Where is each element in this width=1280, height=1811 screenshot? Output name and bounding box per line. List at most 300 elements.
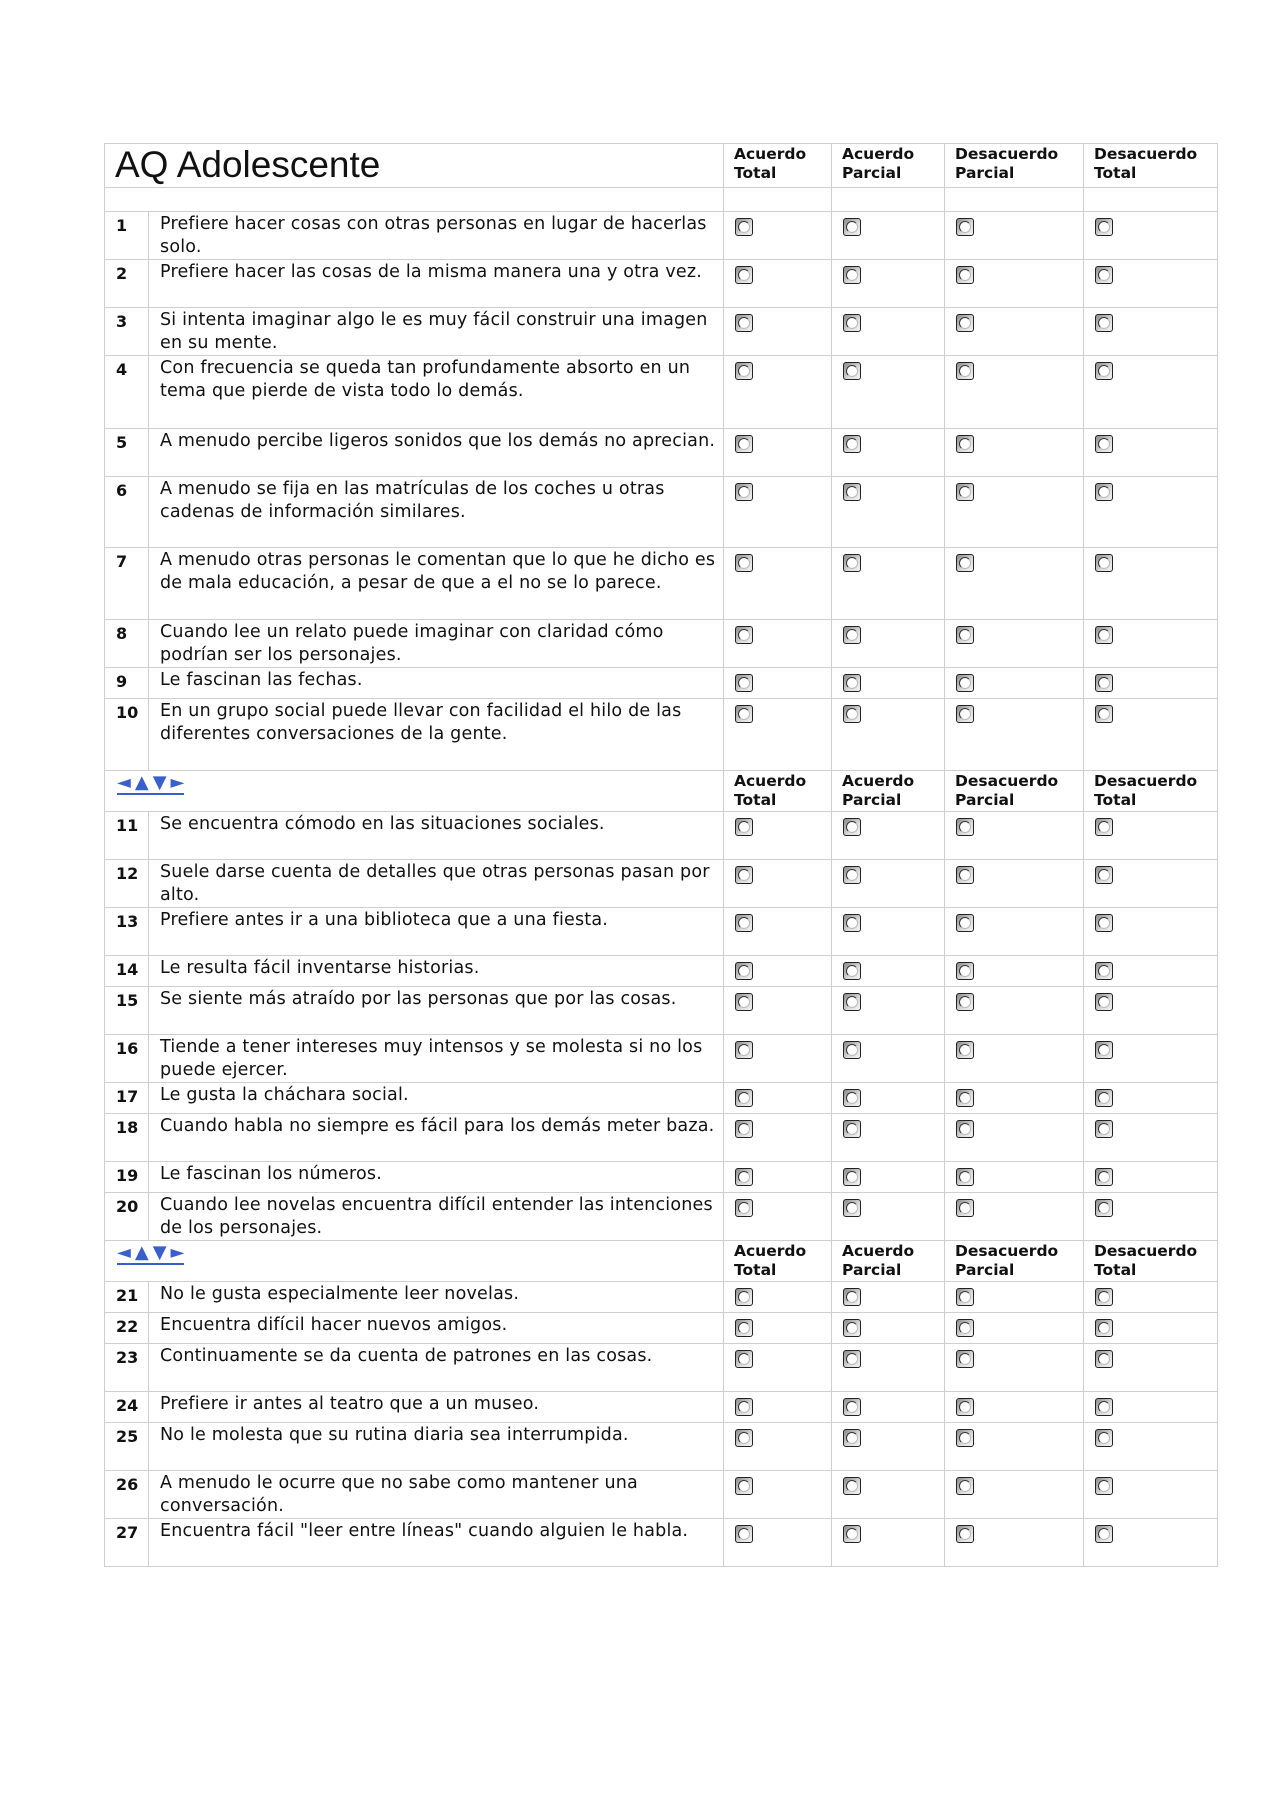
question-text: Tiende a tener intereses muy intensos y se molesta si no los puede ejercer. <box>149 1035 724 1083</box>
option-cell <box>832 1313 945 1344</box>
column-header <box>832 1241 945 1282</box>
radio-desacuerdo-parcial[interactable] <box>956 1288 974 1306</box>
radio-acuerdo-parcial[interactable] <box>843 1477 861 1495</box>
radio-acuerdo-total[interactable] <box>735 483 753 501</box>
question-text: A menudo le ocurre que no sabe como mantener una conversación. <box>149 1471 724 1519</box>
option-cell <box>945 477 1084 548</box>
question-text: En un grupo social puede llevar con facilidad el hilo de las diferentes conversaciones de la gente. <box>149 699 724 771</box>
radio-desacuerdo-total[interactable] <box>1095 818 1113 836</box>
option-cell <box>945 987 1084 1035</box>
question-row <box>105 1344 1218 1392</box>
option-cell <box>945 908 1084 956</box>
header-row <box>105 144 1218 188</box>
radio-desacuerdo-total[interactable] <box>1095 914 1113 932</box>
option-cell <box>832 1471 945 1519</box>
radio-desacuerdo-total[interactable] <box>1095 1477 1113 1495</box>
question-row <box>105 1519 1218 1567</box>
question-text: Le fascinan las fechas. <box>149 668 724 699</box>
radio-desacuerdo-parcial[interactable] <box>956 866 974 884</box>
nav-right-arrow-icon[interactable]: ► <box>170 772 185 793</box>
radio-acuerdo-parcial[interactable] <box>843 1041 861 1059</box>
column-header-line2: Parcial <box>955 791 1015 809</box>
radio-acuerdo-total[interactable] <box>735 674 753 692</box>
option-cell <box>945 260 1084 308</box>
question-text: A menudo se fija en las matrículas de los coches u otras cadenas de información similares. <box>149 477 724 548</box>
radio-acuerdo-parcial[interactable] <box>843 435 861 453</box>
option-cell <box>832 1423 945 1471</box>
column-header <box>724 144 832 188</box>
option-cell <box>724 860 832 908</box>
option-cell <box>945 429 1084 477</box>
option-cell <box>724 1313 832 1344</box>
question-row <box>105 1083 1218 1114</box>
radio-desacuerdo-total[interactable] <box>1095 554 1113 572</box>
question-number: 13 <box>105 908 149 956</box>
option-cell <box>724 699 832 771</box>
radio-desacuerdo-total[interactable] <box>1095 962 1113 980</box>
radio-acuerdo-parcial[interactable] <box>843 914 861 932</box>
radio-acuerdo-parcial[interactable] <box>843 1398 861 1416</box>
question-number: 15 <box>105 987 149 1035</box>
column-header <box>724 771 832 812</box>
radio-acuerdo-total[interactable] <box>735 705 753 723</box>
question-number: 23 <box>105 1344 149 1392</box>
radio-desacuerdo-parcial[interactable] <box>956 1525 974 1543</box>
option-cell <box>832 1344 945 1392</box>
option-cell <box>945 956 1084 987</box>
radio-desacuerdo-total[interactable] <box>1095 362 1113 380</box>
question-row <box>105 1471 1218 1519</box>
option-cell <box>945 1114 1084 1162</box>
radio-acuerdo-total[interactable] <box>735 266 753 284</box>
radio-desacuerdo-parcial[interactable] <box>956 1398 974 1416</box>
radio-acuerdo-total[interactable] <box>735 218 753 236</box>
option-cell <box>945 548 1084 620</box>
question-number: 22 <box>105 1313 149 1344</box>
radio-acuerdo-total[interactable] <box>735 1477 753 1495</box>
column-header <box>832 771 945 812</box>
radio-acuerdo-parcial[interactable] <box>843 866 861 884</box>
nav-right-arrow-icon[interactable]: ► <box>170 1242 185 1263</box>
radio-acuerdo-parcial[interactable] <box>843 554 861 572</box>
radio-acuerdo-parcial[interactable] <box>843 818 861 836</box>
radio-desacuerdo-total[interactable] <box>1095 1429 1113 1447</box>
option-cell <box>1084 699 1218 771</box>
spacer-row <box>105 188 1218 212</box>
option-cell <box>832 1392 945 1423</box>
option-cell <box>724 548 832 620</box>
radio-acuerdo-total[interactable] <box>735 914 753 932</box>
column-header-line1: Desacuerdo <box>955 772 1059 790</box>
question-text: Le resulta fácil inventarse historias. <box>149 956 724 987</box>
nav-header-row <box>105 771 1218 812</box>
radio-desacuerdo-parcial[interactable] <box>956 705 974 723</box>
option-cell <box>1084 1423 1218 1471</box>
radio-acuerdo-parcial[interactable] <box>843 1350 861 1368</box>
question-text: Prefiere hacer cosas con otras personas en lugar de hacerlas solo. <box>149 212 724 260</box>
option-cell <box>1084 908 1218 956</box>
option-cell <box>724 1282 832 1313</box>
question-row <box>105 699 1218 771</box>
radio-acuerdo-parcial[interactable] <box>843 626 861 644</box>
question-text: Cuando lee novelas encuentra difícil entender las intenciones de los personajes. <box>149 1193 724 1241</box>
question-number: 19 <box>105 1162 149 1193</box>
radio-acuerdo-parcial[interactable] <box>843 266 861 284</box>
option-cell <box>724 1344 832 1392</box>
column-header-line2: Total <box>734 791 777 809</box>
option-cell <box>724 1162 832 1193</box>
radio-acuerdo-total[interactable] <box>735 962 753 980</box>
radio-acuerdo-total[interactable] <box>735 626 753 644</box>
radio-desacuerdo-total[interactable] <box>1095 705 1113 723</box>
option-cell <box>1084 1114 1218 1162</box>
option-cell <box>832 860 945 908</box>
radio-desacuerdo-total[interactable] <box>1095 1350 1113 1368</box>
question-row <box>105 668 1218 699</box>
option-cell <box>1084 308 1218 356</box>
radio-acuerdo-total[interactable] <box>735 1199 753 1217</box>
radio-acuerdo-parcial[interactable] <box>843 483 861 501</box>
option-cell <box>945 1344 1084 1392</box>
option-cell <box>945 1519 1084 1567</box>
spacer-cell <box>724 188 832 212</box>
option-cell <box>724 356 832 429</box>
radio-desacuerdo-parcial[interactable] <box>956 266 974 284</box>
questionnaire-table <box>104 143 1218 1567</box>
radio-desacuerdo-parcial[interactable] <box>956 1041 974 1059</box>
option-cell <box>832 212 945 260</box>
column-header-line1: Acuerdo <box>842 145 915 163</box>
option-cell <box>945 1471 1084 1519</box>
question-row <box>105 477 1218 548</box>
option-cell <box>724 1392 832 1423</box>
option-cell <box>832 956 945 987</box>
radio-desacuerdo-total[interactable] <box>1095 435 1113 453</box>
radio-desacuerdo-parcial[interactable] <box>956 914 974 932</box>
option-cell <box>724 956 832 987</box>
question-number: 27 <box>105 1519 149 1567</box>
nav-down-arrow-icon[interactable]: ▼ <box>152 1242 167 1263</box>
column-header-line2: Parcial <box>955 164 1015 182</box>
radio-acuerdo-parcial[interactable] <box>843 362 861 380</box>
question-text: Prefiere hacer las cosas de la misma manera una y otra vez. <box>149 260 724 308</box>
option-cell <box>724 1519 832 1567</box>
option-cell <box>1084 1035 1218 1083</box>
column-header <box>945 771 1084 812</box>
question-text: Se encuentra cómodo en las situaciones sociales. <box>149 812 724 860</box>
question-text: Prefiere ir antes al teatro que a un museo. <box>149 1392 724 1423</box>
radio-acuerdo-parcial[interactable] <box>843 218 861 236</box>
nav-left-arrow-icon[interactable]: ◄ <box>117 772 131 793</box>
question-number: 4 <box>105 356 149 429</box>
option-cell <box>1084 548 1218 620</box>
column-header-line1: Acuerdo <box>842 772 915 790</box>
option-cell <box>1084 956 1218 987</box>
radio-acuerdo-total[interactable] <box>735 866 753 884</box>
radio-desacuerdo-total[interactable] <box>1095 1089 1113 1107</box>
radio-acuerdo-total[interactable] <box>735 1319 753 1337</box>
radio-acuerdo-parcial[interactable] <box>843 1319 861 1337</box>
option-cell <box>832 1083 945 1114</box>
option-cell <box>724 668 832 699</box>
radio-acuerdo-total[interactable] <box>735 1041 753 1059</box>
question-row <box>105 987 1218 1035</box>
column-header-line2: Total <box>734 164 777 182</box>
radio-desacuerdo-parcial[interactable] <box>956 1199 974 1217</box>
option-cell <box>724 1193 832 1241</box>
question-row <box>105 1114 1218 1162</box>
question-text: Continuamente se da cuenta de patrones en las cosas. <box>149 1344 724 1392</box>
spacer-cell <box>1084 188 1218 212</box>
option-cell <box>1084 812 1218 860</box>
radio-acuerdo-total[interactable] <box>735 1525 753 1543</box>
radio-acuerdo-total[interactable] <box>735 1350 753 1368</box>
option-cell <box>945 812 1084 860</box>
radio-acuerdo-total[interactable] <box>735 1288 753 1306</box>
option-cell <box>724 260 832 308</box>
question-number: 21 <box>105 1282 149 1313</box>
radio-desacuerdo-parcial[interactable] <box>956 483 974 501</box>
radio-desacuerdo-total[interactable] <box>1095 1041 1113 1059</box>
option-cell <box>832 548 945 620</box>
option-cell <box>1084 668 1218 699</box>
question-row <box>105 1423 1218 1471</box>
spacer-cell <box>105 188 724 212</box>
option-cell <box>945 212 1084 260</box>
question-text: A menudo percibe ligeros sonidos que los demás no aprecian. <box>149 429 724 477</box>
option-cell <box>1084 429 1218 477</box>
question-text: Le fascinan los números. <box>149 1162 724 1193</box>
question-row <box>105 1392 1218 1423</box>
radio-desacuerdo-parcial[interactable] <box>956 435 974 453</box>
option-cell <box>724 812 832 860</box>
option-cell <box>832 1519 945 1567</box>
radio-acuerdo-total[interactable] <box>735 1168 753 1186</box>
question-number: 7 <box>105 548 149 620</box>
radio-acuerdo-total[interactable] <box>735 554 753 572</box>
radio-desacuerdo-total[interactable] <box>1095 1525 1113 1543</box>
question-text: Cuando habla no siempre es fácil para los demás meter baza. <box>149 1114 724 1162</box>
question-number: 3 <box>105 308 149 356</box>
option-cell <box>945 620 1084 668</box>
question-row <box>105 1162 1218 1193</box>
radio-desacuerdo-total[interactable] <box>1095 1168 1113 1186</box>
option-cell <box>832 308 945 356</box>
question-text: Si intenta imaginar algo le es muy fácil construir una imagen en su mente. <box>149 308 724 356</box>
column-header-line1: Desacuerdo <box>1094 772 1198 790</box>
option-cell <box>1084 860 1218 908</box>
question-row <box>105 956 1218 987</box>
option-cell <box>832 260 945 308</box>
column-header-line1: Desacuerdo <box>1094 145 1198 163</box>
radio-acuerdo-parcial[interactable] <box>843 1089 861 1107</box>
radio-desacuerdo-parcial[interactable] <box>956 1089 974 1107</box>
column-header <box>724 1241 832 1282</box>
radio-desacuerdo-total[interactable] <box>1095 674 1113 692</box>
question-text: No le gusta especialmente leer novelas. <box>149 1282 724 1313</box>
radio-desacuerdo-total[interactable] <box>1095 866 1113 884</box>
option-cell <box>724 1114 832 1162</box>
option-cell <box>1084 356 1218 429</box>
radio-desacuerdo-total[interactable] <box>1095 993 1113 1011</box>
option-cell <box>945 668 1084 699</box>
nav-controls <box>105 1241 724 1282</box>
radio-desacuerdo-total[interactable] <box>1095 1319 1113 1337</box>
option-cell <box>945 1193 1084 1241</box>
radio-desacuerdo-parcial[interactable] <box>956 218 974 236</box>
option-cell <box>724 477 832 548</box>
option-cell <box>945 1282 1084 1313</box>
radio-desacuerdo-total[interactable] <box>1095 483 1113 501</box>
question-text: Cuando lee un relato puede imaginar con claridad cómo podrían ser los personajes. <box>149 620 724 668</box>
option-cell <box>945 1162 1084 1193</box>
question-number: 26 <box>105 1471 149 1519</box>
column-header <box>945 1241 1084 1282</box>
nav-left-arrow-icon[interactable]: ◄ <box>117 1242 131 1263</box>
radio-desacuerdo-total[interactable] <box>1095 1199 1113 1217</box>
option-cell <box>832 620 945 668</box>
question-number: 24 <box>105 1392 149 1423</box>
option-cell <box>1084 620 1218 668</box>
radio-desacuerdo-total[interactable] <box>1095 218 1113 236</box>
radio-acuerdo-parcial[interactable] <box>843 1288 861 1306</box>
radio-desacuerdo-total[interactable] <box>1095 626 1113 644</box>
question-row <box>105 212 1218 260</box>
radio-desacuerdo-parcial[interactable] <box>956 674 974 692</box>
column-header <box>1084 1241 1218 1282</box>
radio-desacuerdo-total[interactable] <box>1095 314 1113 332</box>
question-number: 20 <box>105 1193 149 1241</box>
radio-desacuerdo-total[interactable] <box>1095 266 1113 284</box>
radio-acuerdo-total[interactable] <box>735 314 753 332</box>
question-text: A menudo otras personas le comentan que lo que he dicho es de mala educación, a pesar de que a el no se lo parece. <box>149 548 724 620</box>
option-cell <box>945 1083 1084 1114</box>
question-number: 18 <box>105 1114 149 1162</box>
question-number: 11 <box>105 812 149 860</box>
radio-desacuerdo-parcial[interactable] <box>956 1477 974 1495</box>
question-text: Prefiere antes ir a una biblioteca que a una fiesta. <box>149 908 724 956</box>
question-text: Encuentra difícil hacer nuevos amigos. <box>149 1313 724 1344</box>
radio-acuerdo-total[interactable] <box>735 362 753 380</box>
option-cell <box>1084 1344 1218 1392</box>
option-cell <box>1084 1193 1218 1241</box>
radio-acuerdo-total[interactable] <box>735 1429 753 1447</box>
nav-up-arrow-icon[interactable]: ▲ <box>134 772 149 793</box>
radio-desacuerdo-total[interactable] <box>1095 1288 1113 1306</box>
option-cell <box>724 429 832 477</box>
radio-desacuerdo-parcial[interactable] <box>956 818 974 836</box>
question-row <box>105 356 1218 429</box>
option-cell <box>724 908 832 956</box>
option-cell <box>832 429 945 477</box>
column-header-line2: Parcial <box>842 1261 902 1279</box>
radio-acuerdo-parcial[interactable] <box>843 1120 861 1138</box>
radio-acuerdo-total[interactable] <box>735 993 753 1011</box>
radio-desacuerdo-total[interactable] <box>1095 1120 1113 1138</box>
radio-desacuerdo-parcial[interactable] <box>956 1319 974 1337</box>
option-cell <box>945 1392 1084 1423</box>
option-cell <box>724 1423 832 1471</box>
option-cell <box>945 308 1084 356</box>
option-cell <box>832 1282 945 1313</box>
option-cell <box>1084 1083 1218 1114</box>
question-row <box>105 1313 1218 1344</box>
radio-desacuerdo-parcial[interactable] <box>956 554 974 572</box>
radio-desacuerdo-parcial[interactable] <box>956 626 974 644</box>
radio-acuerdo-parcial[interactable] <box>843 993 861 1011</box>
column-header-line1: Acuerdo <box>734 772 807 790</box>
option-cell <box>832 812 945 860</box>
radio-acuerdo-parcial[interactable] <box>843 1429 861 1447</box>
radio-acuerdo-total[interactable] <box>735 435 753 453</box>
column-header-line2: Total <box>1094 1261 1137 1279</box>
radio-acuerdo-parcial[interactable] <box>843 962 861 980</box>
radio-acuerdo-parcial[interactable] <box>843 705 861 723</box>
option-cell <box>1084 260 1218 308</box>
column-header-line2: Parcial <box>842 164 902 182</box>
question-number: 17 <box>105 1083 149 1114</box>
radio-acuerdo-total[interactable] <box>735 1089 753 1107</box>
column-header <box>1084 771 1218 812</box>
question-row <box>105 908 1218 956</box>
question-row <box>105 548 1218 620</box>
column-header-line1: Acuerdo <box>734 145 807 163</box>
option-cell <box>832 1035 945 1083</box>
radio-desacuerdo-parcial[interactable] <box>956 1120 974 1138</box>
radio-acuerdo-total[interactable] <box>735 818 753 836</box>
option-cell <box>1084 1162 1218 1193</box>
question-text: Con frecuencia se queda tan profundamente absorto en un tema que pierde de vista todo lo demás. <box>149 356 724 429</box>
column-header-line1: Desacuerdo <box>955 145 1059 163</box>
radio-desacuerdo-parcial[interactable] <box>956 314 974 332</box>
option-cell <box>724 987 832 1035</box>
question-number: 2 <box>105 260 149 308</box>
option-cell <box>832 477 945 548</box>
radio-acuerdo-parcial[interactable] <box>843 1199 861 1217</box>
radio-acuerdo-total[interactable] <box>735 1120 753 1138</box>
radio-acuerdo-parcial[interactable] <box>843 674 861 692</box>
radio-acuerdo-parcial[interactable] <box>843 1168 861 1186</box>
option-cell <box>1084 1519 1218 1567</box>
column-header-line2: Total <box>1094 791 1137 809</box>
radio-desacuerdo-parcial[interactable] <box>956 993 974 1011</box>
radio-desacuerdo-parcial[interactable] <box>956 1350 974 1368</box>
column-header <box>945 144 1084 188</box>
page-title: AQ Adolescente <box>105 144 724 188</box>
option-cell <box>724 212 832 260</box>
radio-acuerdo-parcial[interactable] <box>843 314 861 332</box>
question-row <box>105 429 1218 477</box>
radio-desacuerdo-parcial[interactable] <box>956 1429 974 1447</box>
radio-acuerdo-parcial[interactable] <box>843 1525 861 1543</box>
radio-desacuerdo-parcial[interactable] <box>956 1168 974 1186</box>
radio-desacuerdo-total[interactable] <box>1095 1398 1113 1416</box>
nav-header-row <box>105 1241 1218 1282</box>
option-cell <box>724 1471 832 1519</box>
column-header-line1: Acuerdo <box>842 1242 915 1260</box>
radio-desacuerdo-parcial[interactable] <box>956 962 974 980</box>
column-header-line2: Parcial <box>955 1261 1015 1279</box>
radio-desacuerdo-parcial[interactable] <box>956 362 974 380</box>
option-cell <box>832 1114 945 1162</box>
radio-acuerdo-total[interactable] <box>735 1398 753 1416</box>
option-cell <box>832 1193 945 1241</box>
nav-up-arrow-icon[interactable]: ▲ <box>134 1242 149 1263</box>
question-row <box>105 1282 1218 1313</box>
option-cell <box>832 1162 945 1193</box>
nav-down-arrow-icon[interactable]: ▼ <box>152 772 167 793</box>
option-cell <box>945 1313 1084 1344</box>
